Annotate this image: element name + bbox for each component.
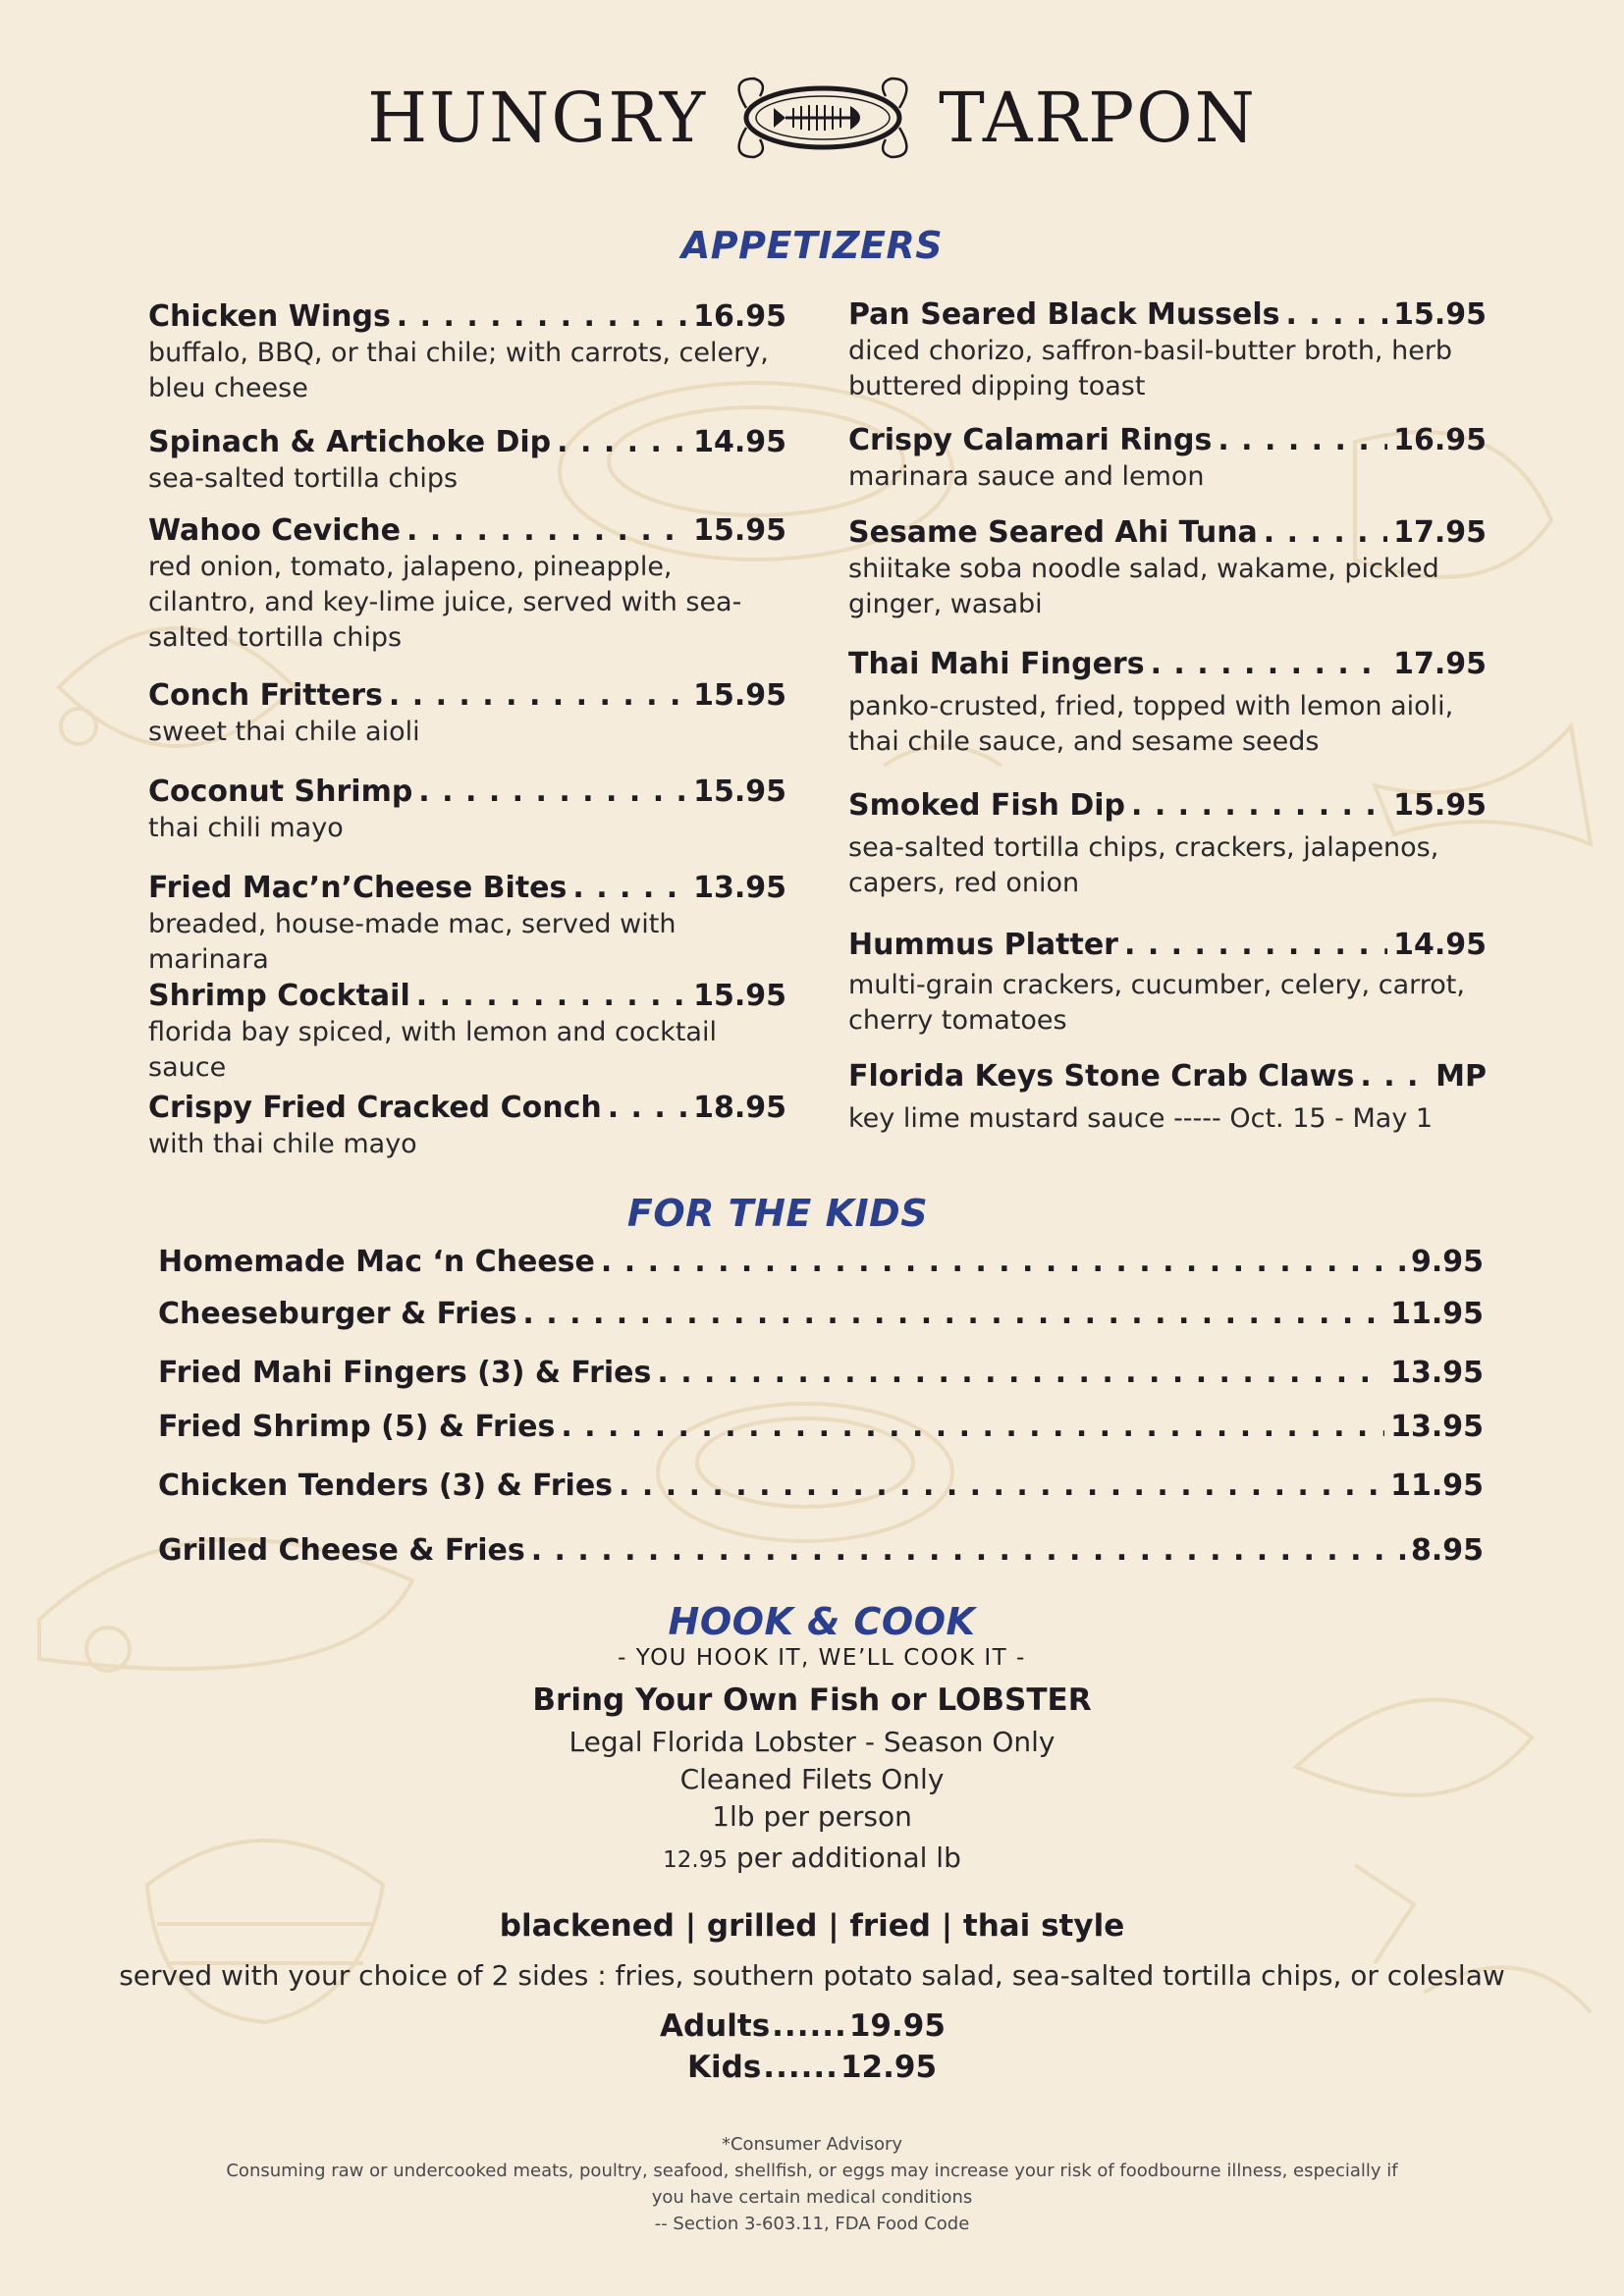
kids-menu-item	[158, 1245, 1484, 1279]
item-price: 8.95	[1410, 1533, 1484, 1568]
adults-price-row	[660, 2008, 946, 2044]
item-name: Wahoo Ceviche	[148, 513, 401, 548]
dot-leader	[561, 1410, 1384, 1444]
dot-leader	[522, 1297, 1384, 1331]
item-description: multi-grain crackers, cucumber, celery, carrot, cherry tomatoes	[848, 970, 1465, 1036]
item-description: marinara sauce and lemon	[848, 461, 1205, 492]
fish-skeleton-icon	[725, 69, 921, 167]
advisory-line-3: -- Section 3-603.11, FDA Food Code	[654, 2214, 970, 2234]
menu-item	[148, 299, 786, 406]
item-price: 11.95	[1390, 1297, 1484, 1331]
sides-description: served with your choice of 2 sides : fries, southern potato salad, sea-salted tortilla chips, or coleslaw	[119, 1959, 1505, 1992]
item-name: Spinach & Artichoke Dip	[148, 425, 552, 459]
item-description: breaded, house-made mac, served with marinara	[148, 909, 677, 975]
dot-leader	[1360, 1059, 1430, 1094]
dot-leader	[416, 979, 687, 1013]
dot-leader	[619, 1468, 1384, 1503]
item-name: Chicken Wings	[148, 299, 391, 334]
hook-cook-line-3: 1lb per person	[712, 1800, 912, 1833]
dot-leader: ......	[772, 2008, 847, 2044]
item-price: 18.95	[693, 1091, 786, 1125]
item-description: red onion, tomato, jalapeno, pineapple, cilantro, and key-lime juice, served with sea-salted tortilla chips	[148, 552, 742, 653]
menu-item	[848, 928, 1487, 1039]
kids-heading: FOR THE KIDS	[626, 1192, 929, 1235]
kids-menu-item	[158, 1410, 1484, 1444]
item-price: 15.95	[693, 513, 786, 548]
item-name: Fried Shrimp (5) & Fries	[158, 1410, 556, 1444]
menu-item	[148, 678, 786, 750]
extra-lb-label: per additional lb	[735, 1842, 961, 1874]
item-name: Thai Mahi Fingers	[848, 647, 1145, 681]
dot-leader	[1264, 515, 1387, 550]
logo-word-right: TARPON	[939, 78, 1257, 158]
advisory-line-1: Consuming raw or undercooked meats, poultry, seafood, shellfish, or eggs may increase your risk of foodbourne illness, especially if	[226, 2161, 1398, 2181]
menu-item	[848, 515, 1487, 622]
dot-leader	[1131, 788, 1387, 823]
kids-menu-item	[158, 1297, 1484, 1331]
item-name: Crispy Calamari Rings	[848, 423, 1213, 457]
item-name: Sesame Seared Ahi Tuna	[848, 515, 1258, 550]
adults-price: 19.95	[848, 2008, 946, 2044]
cooking-styles: blackened | grilled | fried | thai style	[499, 1908, 1125, 1944]
item-price: 15.95	[693, 774, 786, 809]
item-description: sea-salted tortilla chips, crackers, jalapenos, capers, red onion	[848, 832, 1439, 898]
dot-leader	[1124, 928, 1387, 962]
item-price: 11.95	[1390, 1468, 1484, 1503]
item-name: Smoked Fish Dip	[848, 788, 1125, 823]
menu-item	[148, 979, 786, 1086]
adults-label: Adults	[660, 2008, 771, 2044]
item-name: Crispy Fried Cracked Conch	[148, 1091, 602, 1125]
menu-item	[848, 297, 1487, 404]
item-description: shiitake soba noodle salad, wakame, pickled ginger, wasabi	[848, 554, 1439, 619]
item-description: key lime mustard sauce ----- Oct. 15 - May 1	[848, 1103, 1434, 1134]
menu-item	[848, 1059, 1487, 1137]
item-description: diced chorizo, saffron-basil-butter broth, herb buttered dipping toast	[848, 336, 1453, 401]
item-description: thai chili mayo	[148, 813, 344, 843]
item-price: 16.95	[693, 299, 786, 334]
kids-price-row	[687, 2050, 937, 2085]
item-price: 13.95	[693, 871, 786, 905]
kids-menu-item	[158, 1468, 1484, 1503]
menu-item	[848, 788, 1487, 901]
item-name: Fried Mahi Fingers (3) & Fries	[158, 1356, 652, 1390]
kids-menu-item	[158, 1356, 1484, 1390]
item-price: 17.95	[1393, 515, 1487, 550]
advisory-title: *Consumer Advisory	[721, 2134, 903, 2155]
item-price: 15.95	[1393, 788, 1487, 823]
dot-leader	[1218, 423, 1387, 457]
dot-leader	[1285, 297, 1387, 332]
item-name: Fried Mac’n’Cheese Bites	[148, 871, 568, 905]
advisory-line-2: you have certain medical conditions	[651, 2187, 973, 2208]
item-name: Coconut Shrimp	[148, 774, 413, 809]
menu-item	[848, 423, 1487, 495]
dot-leader	[601, 1245, 1405, 1279]
item-name: Pan Seared Black Mussels	[848, 297, 1280, 332]
item-price: 15.95	[693, 979, 786, 1013]
item-name: Grilled Cheese & Fries	[158, 1533, 525, 1568]
kids-label: Kids	[687, 2050, 762, 2085]
item-name: Homemade Mac ‘n Cheese	[158, 1245, 595, 1279]
dot-leader: ......	[763, 2050, 839, 2085]
item-name: Florida Keys Stone Crab Claws	[848, 1059, 1355, 1094]
item-description: sweet thai chile aioli	[148, 717, 420, 747]
dot-leader	[397, 299, 687, 334]
hook-cook-tagline: - YOU HOOK IT, WE’LL COOK IT -	[618, 1645, 1026, 1671]
item-price: 17.95	[1393, 647, 1487, 681]
dot-leader	[1151, 647, 1388, 681]
hook-cook-line-1: Legal Florida Lobster - Season Only	[568, 1726, 1056, 1758]
item-price: 14.95	[693, 425, 786, 459]
dot-leader	[608, 1091, 687, 1125]
kids-price: 12.95	[839, 2050, 938, 2085]
hook-cook-headline: Bring Your Own Fish or LOBSTER	[532, 1682, 1092, 1718]
item-price: 9.95	[1410, 1245, 1484, 1279]
consumer-advisory	[0, 2131, 1624, 2237]
menu-item	[148, 871, 786, 978]
item-price: 16.95	[1393, 423, 1487, 457]
dot-leader	[389, 678, 687, 713]
item-description: with thai chile mayo	[148, 1129, 417, 1159]
menu-item	[148, 513, 786, 656]
item-price: 14.95	[1393, 928, 1487, 962]
item-price: MP	[1435, 1059, 1487, 1094]
kids-menu-item	[158, 1533, 1484, 1568]
logo-word-left: HUNGRY	[367, 78, 708, 158]
item-price: 15.95	[1393, 297, 1487, 332]
dot-leader	[531, 1533, 1405, 1568]
item-name: Chicken Tenders (3) & Fries	[158, 1468, 614, 1503]
menu-item	[148, 1091, 786, 1162]
dot-leader	[418, 774, 687, 809]
item-name: Conch Fritters	[148, 678, 383, 713]
hook-cook-extra-line	[0, 1842, 1624, 1874]
dot-leader	[557, 425, 687, 459]
menu-item	[148, 425, 786, 497]
appetizers-heading: APPETIZERS	[680, 224, 944, 267]
item-name: Cheeseburger & Fries	[158, 1297, 517, 1331]
dot-leader	[572, 871, 687, 905]
item-description: panko-crusted, fried, topped with lemon aioli, thai chile sauce, and sesame seeds	[848, 691, 1454, 757]
extra-lb-price: 12.95	[663, 1847, 729, 1873]
menu-item	[848, 647, 1487, 760]
restaurant-logo	[0, 69, 1624, 167]
hook-cook-line-2: Cleaned Filets Only	[679, 1763, 945, 1795]
item-price: 13.95	[1390, 1410, 1484, 1444]
item-name: Shrimp Cocktail	[148, 979, 410, 1013]
item-description: sea-salted tortilla chips	[148, 463, 459, 494]
menu-item	[148, 774, 786, 846]
dot-leader	[406, 513, 687, 548]
dot-leader	[657, 1356, 1384, 1390]
item-name: Hummus Platter	[848, 928, 1118, 962]
item-price: 15.95	[693, 678, 786, 713]
item-description: florida bay spiced, with lemon and cocktail sauce	[148, 1017, 717, 1083]
item-description: buffalo, BBQ, or thai chile; with carrots, celery, bleu cheese	[148, 338, 769, 403]
hook-cook-heading: HOOK & COOK	[668, 1600, 976, 1643]
item-price: 13.95	[1390, 1356, 1484, 1390]
